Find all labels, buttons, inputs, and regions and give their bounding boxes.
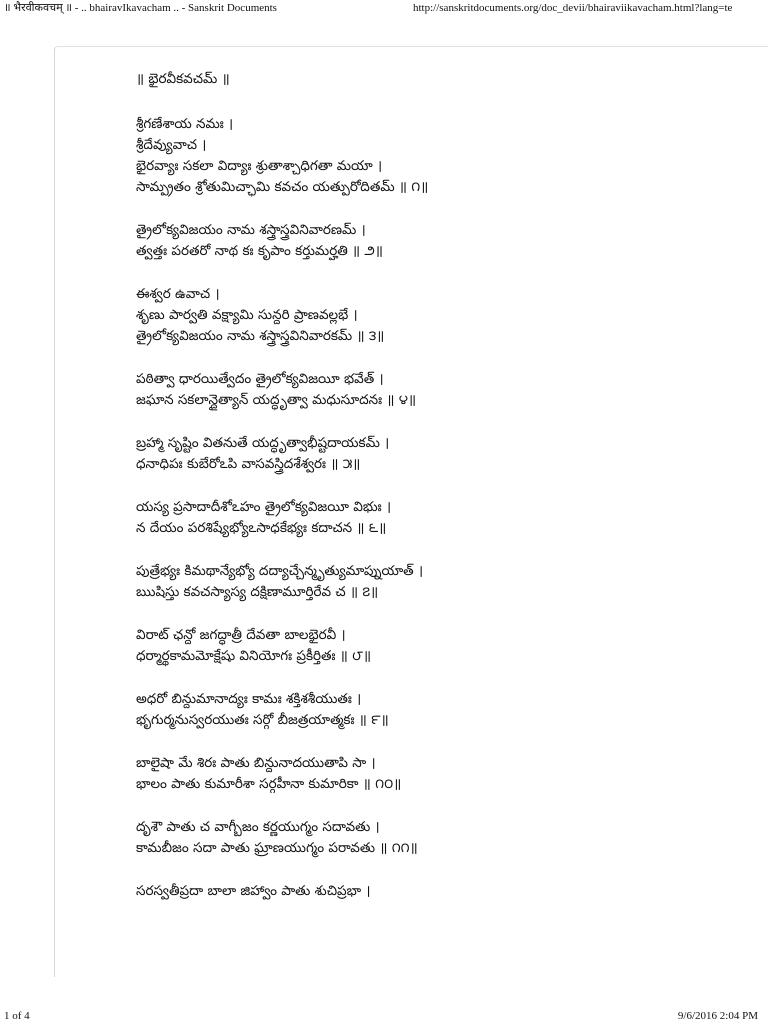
verse-stanza [136, 369, 736, 411]
document-title: ॥ భైరవీకవచమ్ ॥ [136, 71, 230, 87]
verse-line: దృశౌ పాతు చ వాగ్బీజం కర్ణయుగ్మం సదావతు । [136, 819, 380, 835]
verse-stanza [136, 114, 736, 198]
verse-line: కామబీజం సదా పాతు ఘ్రాణయుగ్మం పరావతు ॥ ౧౧॥ [136, 840, 418, 856]
verse-stanza [136, 881, 736, 902]
verse-line: పుత్రేభ్యః కిమథాన్యేభ్యో దద్యాచ్చేన్మృత్యుమాప్నుయాత్ । [136, 563, 424, 579]
verse-line: బ్రహ్మా సృష్టిం వితనుతే యద్ధృత్వాభీష్టదాయకమ్ । [136, 435, 390, 451]
verse-line: భైరవ్యాః సకలా విద్యాః శ్రుతాశ్చాధిగతా మయా । [136, 158, 383, 174]
verse-line: భృగుర్మనుస్వరయుతః సర్గో బీజత్రయాత్మకః ॥ ౯॥ [136, 712, 389, 728]
verse-line: ధనాధిపః కుబేరోఽపి వాసవస్త్రిదశేశ్వరః ॥ ౫॥ [136, 456, 361, 472]
verse-stanza [136, 753, 736, 795]
verse-line: భాలం పాతు కుమారీశా సర్గహీనా కుమారికా ॥ ౧౦॥ [136, 776, 402, 792]
verse-line: బాలైషా మే శిరః పాతు బిన్దునాదయుతాపి సా । [136, 755, 376, 771]
verse-stanza [136, 561, 736, 603]
verse-stanza [136, 284, 736, 347]
verse-stanza [136, 433, 736, 475]
verse-stanza [136, 689, 736, 731]
page-title-header: ॥ भैरवीकवचम् ॥ - .. bhairavIkavacham .. - Sanskrit Documents [4, 2, 277, 14]
verse-line: ఈశ్వర ఉవాచ । [136, 286, 220, 302]
verse-line: శృణు పార్వతి వక్ష్యామి సున్దరి ప్రాణవల్లభే । [136, 307, 358, 323]
verse-line: పఠిత్వా ధారయిత్వేదం త్రైలోక్యవిజయీ భవేత్ । [136, 371, 384, 387]
print-datetime: 9/6/2016 2:04 PM [677, 1010, 758, 1022]
document-body [136, 66, 736, 902]
verse-line: శ్రీగణేశాయ నమః । [136, 116, 234, 132]
verse-line: న దేయం పరశిష్యేభ్యోఽసాధకేభ్యః కదాచన ॥ ౬॥ [136, 520, 387, 536]
verse-line: శ్రీదేవ్యువాచ । [136, 137, 207, 153]
verse-line: త్రైలోక్యవిజయం నామ శస్త్రాస్త్రవినివారకమ్ ॥ ౩॥ [136, 328, 385, 344]
verse-line: సామ్ప్రతం శ్రోతుమిచ్ఛామి కవచం యత్పురోదితమ్ ॥ ౧॥ [136, 179, 429, 195]
print-header [0, 0, 768, 16]
page-url-header: http://sanskritdocuments.org/doc_devii/bhairaviikavacham.html?lang=te [413, 2, 733, 14]
verse-line: యస్య ప్రసాదాదీశోఽహం త్రైలోక్యవిజయీ విభుః । [136, 499, 392, 515]
verse-line: ధర్మార్థకామమోక్షేషు వినియోగః ప్రకీర్తితః ॥ ౮॥ [136, 648, 372, 664]
verse-stanza [136, 817, 736, 859]
verse-line: జఘాన సకలాన్దైత్యాన్ యద్ధృత్వా మధుసూదనః ॥ ౪॥ [136, 392, 417, 408]
verse-list [136, 114, 736, 902]
verse-stanza [136, 497, 736, 539]
verse-line: త్రైలోక్యవిజయం నామ శస్త్రాస్త్రవినివారణమ్ । [136, 222, 366, 238]
verse-line: త్వత్తః పరతరో నాథ కః కృపాం కర్తుమర్హతి ॥ ౨॥ [136, 243, 383, 259]
verse-line: అధరో బిన్దుమానాద్యః కామః శక్తిశశీయుతః । [136, 691, 362, 707]
print-footer [0, 1008, 768, 1024]
page-number: 1 of 4 [4, 1010, 30, 1022]
verse-stanza [136, 220, 736, 262]
verse-line: ఋషిస్తు కవచస్యాస్య దక్షిణామూర్తిరేవ చ ॥ ౭॥ [136, 584, 379, 600]
verse-line: విరాట్ ఛన్దో జగద్ధాత్రీ దేవతా బాలభైరవీ । [136, 627, 346, 643]
verse-line: సరస్వతీప్రదా బాలా జిహ్వాం పాతు శుచిప్రభా । [136, 883, 371, 899]
verse-stanza [136, 625, 736, 667]
